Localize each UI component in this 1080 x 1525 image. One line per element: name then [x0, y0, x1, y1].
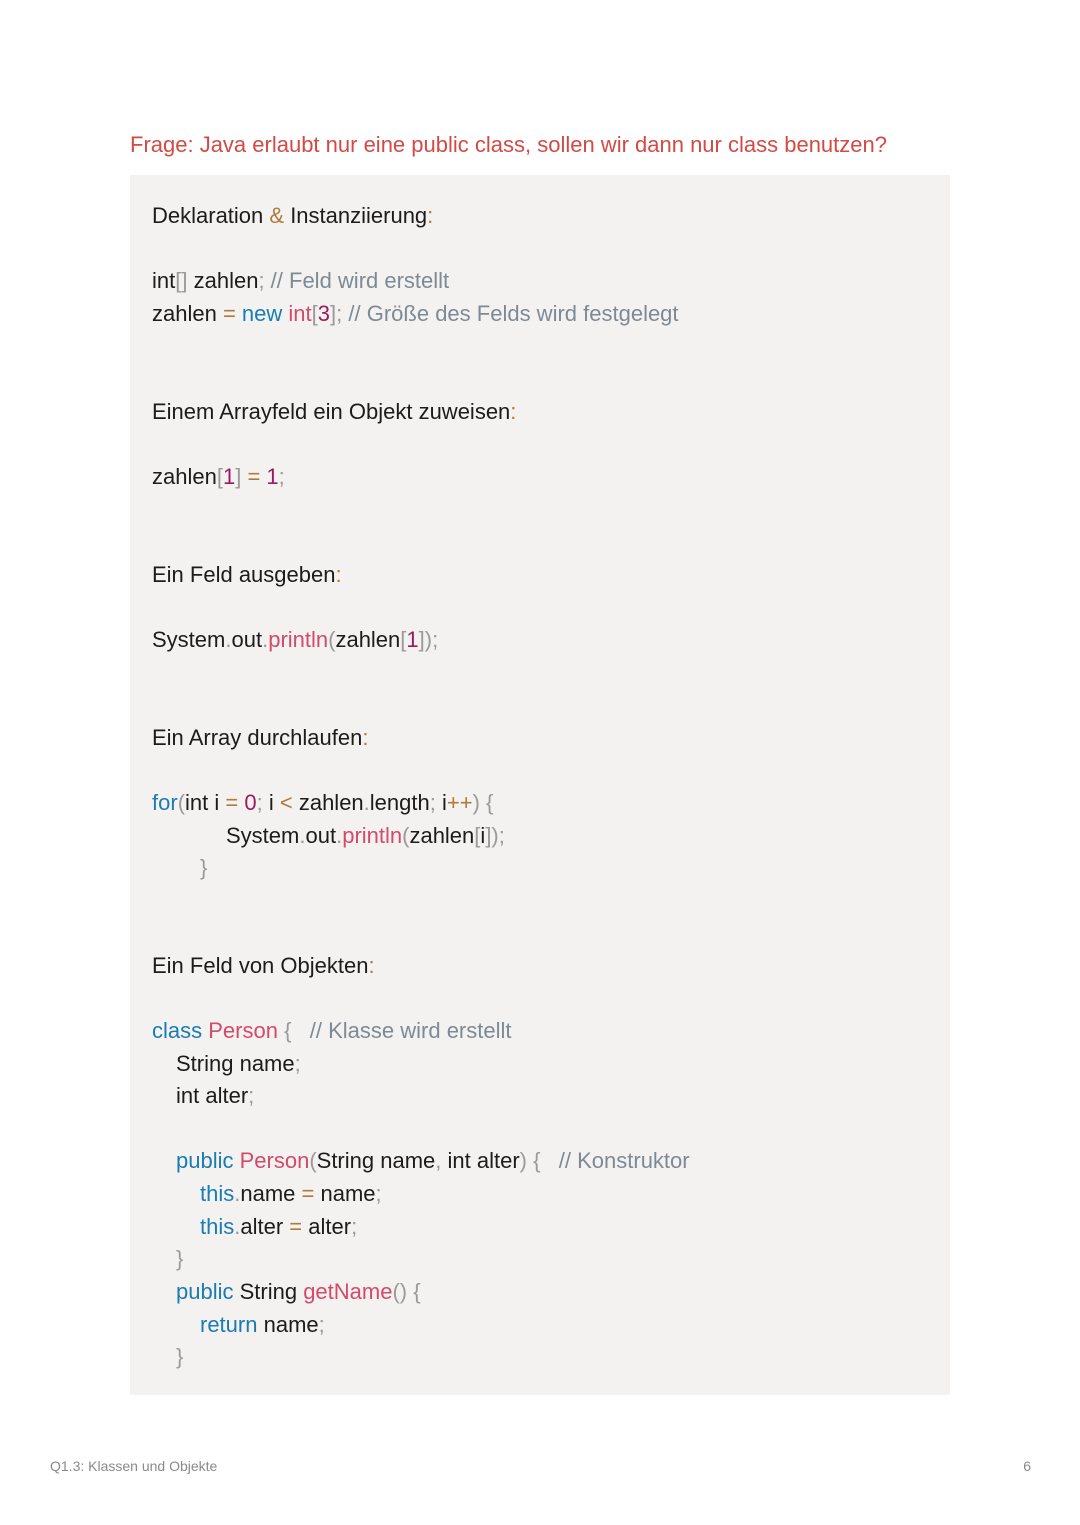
code-token: ) {: [472, 790, 494, 815]
code-block: [130, 175, 950, 1395]
code-line: [152, 951, 375, 981]
code-token: i: [262, 790, 280, 815]
code-token: .: [299, 823, 306, 848]
code-token: {: [277, 1018, 310, 1043]
code-token: // Konstruktor: [558, 1148, 690, 1173]
footer-title: Q1.3: Klassen und Objekte: [50, 1458, 218, 1474]
code-token: // Größe des Felds wird festgelegt: [342, 301, 679, 326]
code-token: // Klasse wird erstellt: [309, 1018, 512, 1043]
code-token: int alter: [176, 1083, 249, 1108]
code-token: ]: [235, 464, 242, 489]
code-token: =: [301, 1181, 315, 1206]
code-line: [176, 1081, 254, 1111]
code-token: <: [279, 790, 293, 815]
code-line: [152, 299, 679, 329]
code-token: zahlen: [409, 823, 475, 848]
code-token: 3: [317, 301, 331, 326]
code-token: Instanziierung: [284, 203, 428, 228]
code-token: () {: [392, 1279, 421, 1304]
code-line: [176, 1049, 301, 1079]
code-token: ;: [258, 268, 265, 293]
code-token: ;: [256, 790, 263, 815]
code-token: String name: [176, 1051, 295, 1076]
code-token: [: [400, 627, 407, 652]
code-token: .: [234, 1181, 241, 1206]
code-token: int alter: [441, 1148, 520, 1173]
code-token: System: [152, 627, 226, 652]
code-line: [152, 201, 433, 231]
code-token: zahlen: [187, 268, 259, 293]
code-token: ]);: [485, 823, 505, 848]
code-token: int: [152, 268, 176, 293]
code-token: public: [176, 1279, 240, 1304]
code-token: Ein Feld von Objekten: [152, 953, 369, 978]
code-token: new: [235, 301, 289, 326]
code-token: :: [368, 953, 375, 978]
code-token: out: [231, 627, 263, 652]
code-line: [152, 723, 368, 753]
code-token: return: [200, 1312, 264, 1337]
page-number: 6: [1023, 1458, 1031, 1474]
code-token: :: [335, 562, 342, 587]
code-token: int i: [185, 790, 226, 815]
code-token: =: [225, 790, 239, 815]
code-line: [152, 788, 493, 818]
code-token: ;: [351, 1214, 358, 1239]
code-line: [200, 1212, 357, 1242]
code-token: String name: [316, 1148, 436, 1173]
code-token: ;: [336, 301, 343, 326]
code-token: []: [175, 268, 188, 293]
code-token: Einem Arrayfeld ein Objekt zuweisen: [152, 399, 511, 424]
code-token: ;: [278, 464, 285, 489]
code-token: Person: [208, 1018, 278, 1043]
code-token: name: [240, 1181, 302, 1206]
code-line: [152, 397, 516, 427]
code-token: ]: [330, 301, 337, 326]
code-token: System: [226, 823, 300, 848]
code-token: i: [435, 790, 447, 815]
code-token: ) {: [519, 1148, 559, 1173]
code-line: [200, 1179, 382, 1209]
code-token: (: [328, 627, 336, 652]
code-token: name: [314, 1181, 376, 1206]
code-token: class: [152, 1018, 209, 1043]
code-token: [: [474, 823, 481, 848]
code-token: .: [225, 627, 232, 652]
code-token: (: [309, 1148, 317, 1173]
code-token: }: [176, 1246, 184, 1271]
code-token: zahlen: [152, 301, 223, 326]
code-token: Person: [239, 1148, 310, 1173]
code-token: ;: [294, 1051, 301, 1076]
code-token: println: [268, 627, 329, 652]
code-token: 0: [244, 790, 257, 815]
code-token: .: [234, 1214, 241, 1239]
code-token: }: [176, 1344, 184, 1369]
code-token: .: [336, 823, 343, 848]
code-token: for: [152, 790, 178, 815]
code-token: ;: [248, 1083, 255, 1108]
code-token: :: [510, 399, 517, 424]
code-token: ++: [446, 790, 473, 815]
code-token: .: [262, 627, 269, 652]
code-token: =: [222, 301, 236, 326]
code-line: [200, 853, 207, 883]
code-token: (: [402, 823, 410, 848]
code-token: name: [263, 1312, 319, 1337]
code-line: [176, 1146, 690, 1176]
code-token: i: [480, 823, 486, 848]
code-token: ;: [318, 1312, 325, 1337]
code-line: [152, 625, 438, 655]
code-token: getName: [303, 1279, 393, 1304]
code-line: [152, 1016, 512, 1046]
code-token: =: [289, 1214, 303, 1239]
code-token: Ein Feld ausgeben: [152, 562, 336, 587]
code-token: ;: [375, 1181, 382, 1206]
code-line: [152, 560, 342, 590]
code-line: [176, 1244, 183, 1274]
code-token: public: [176, 1148, 240, 1173]
code-token: zahlen: [335, 627, 401, 652]
code-line: [226, 821, 505, 851]
code-token: [: [311, 301, 318, 326]
code-token: int: [288, 301, 312, 326]
code-token: // Feld wird erstellt: [264, 268, 450, 293]
code-token: =: [241, 464, 267, 489]
code-token: 1: [222, 464, 236, 489]
code-token: this: [200, 1214, 235, 1239]
code-token: this: [200, 1181, 235, 1206]
code-token: [: [216, 464, 223, 489]
code-token: &: [269, 203, 285, 228]
code-token: ;: [429, 790, 436, 815]
code-token: zahlen: [292, 790, 364, 815]
code-token: 1: [266, 464, 279, 489]
code-line: [176, 1342, 183, 1372]
code-line: [176, 1277, 421, 1307]
code-token: :: [362, 725, 369, 750]
code-token: length: [369, 790, 430, 815]
code-token: :: [427, 203, 434, 228]
question-heading: Frage: Java erlaubt nur eine public class, sollen wir dann nur class benutzen?: [130, 132, 887, 157]
code-token: zahlen: [152, 464, 217, 489]
code-token: 1: [406, 627, 419, 652]
code-token: ,: [435, 1148, 442, 1173]
code-token: String: [239, 1279, 304, 1304]
code-token: println: [342, 823, 403, 848]
code-token: alter: [240, 1214, 290, 1239]
code-token: Deklaration: [152, 203, 270, 228]
code-token: out: [305, 823, 337, 848]
code-token: alter: [302, 1214, 352, 1239]
code-token: ]);: [418, 627, 439, 652]
code-token: (: [177, 790, 186, 815]
code-line: [152, 462, 285, 492]
code-token: .: [363, 790, 370, 815]
code-line: [200, 1310, 325, 1340]
code-line: [152, 266, 449, 296]
code-token: }: [200, 855, 208, 880]
code-token: Ein Array durchlaufen: [152, 725, 363, 750]
